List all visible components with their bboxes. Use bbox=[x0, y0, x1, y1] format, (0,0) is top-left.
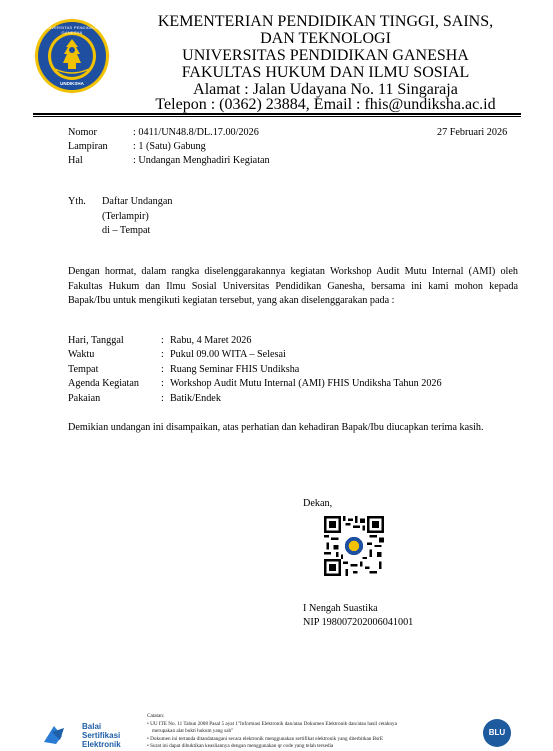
footer-note-2: • Dokumen ini tertanda ditandatangani secara elektronik menggunakan sertifikat elektronik yang diterbitkan BsrE bbox=[147, 736, 384, 742]
qr-code bbox=[324, 516, 384, 576]
bsre-label-3: Elektronik bbox=[82, 740, 121, 749]
recipient-line1: Daftar Undangan bbox=[102, 196, 173, 207]
header-rule-thin bbox=[33, 116, 521, 117]
detail-value-time: Pukul 09.00 WITA – Selesai bbox=[170, 349, 286, 360]
detail-colon: : bbox=[161, 349, 164, 360]
hal-label: Hal bbox=[68, 155, 83, 166]
lampiran-label: Lampiran bbox=[68, 141, 108, 152]
detail-colon: : bbox=[161, 378, 164, 389]
detail-value-place: Ruang Seminar FHIS Undiksha bbox=[170, 364, 300, 375]
intro-paragraph: Dengan hormat, dalam rangka diselenggarakannya kegiatan Workshop Audit Mutu Internal (AMI) oleh Fakultas Hukum dan Ilmu Sosial Universitas Pendidikan Ganesha, bersama ini kami mohon kepada Bapak/Ibu untuk mengikuti kegiatan tersebut, yang akan diselenggarakan pada : bbox=[68, 266, 518, 307]
detail-value-agenda: Workshop Audit Mutu Internal (AMI) FHIS Undiksha Tahun 2026 bbox=[170, 378, 442, 389]
detail-label-date: Hari, Tanggal bbox=[68, 335, 124, 346]
detail-label-place: Tempat bbox=[68, 364, 99, 375]
hal-value: : Undangan Menghadiri Kegiatan bbox=[133, 155, 270, 166]
signer-name: I Nengah Suastika bbox=[303, 603, 378, 614]
address-line: Alamat : Jalan Udayana No. 11 Singaraja bbox=[193, 81, 458, 98]
bsre-label-1: Balai bbox=[82, 722, 102, 731]
footer-catatan: Catatan: bbox=[147, 713, 165, 719]
detail-label-attire: Pakaian bbox=[68, 393, 101, 404]
bsre-logo-icon bbox=[42, 722, 68, 746]
detail-label-time: Waktu bbox=[68, 349, 95, 360]
detail-value-attire: Batik/Endek bbox=[170, 393, 221, 404]
bsre-label-2: Sertifikasi bbox=[82, 731, 121, 740]
blu-badge: BLU bbox=[483, 719, 511, 747]
footer-note-1-text: UU ITE No. 11 Tahun 2008 Pasal 5 ayat 1"Informasi Elektronik dan/atau Dokumen Elektronik dan/atau hasil cetaknya bbox=[150, 721, 397, 727]
footer-note-2-text: Dokumen ini tertanda ditandatangani secara elektronik menggunakan sertifikat elektronik yang diterbitkan BsrE bbox=[150, 736, 384, 742]
detail-colon: : bbox=[161, 335, 164, 346]
footer-note-1b: merupakan alat bukti hukum yang sah" bbox=[152, 728, 234, 734]
contact-line: Telepon : (0362) 23884, Email : fhis@undiksha.ac.id bbox=[155, 96, 496, 113]
ministry-line1: KEMENTERIAN PENDIDIKAN TINGGI, SAINS, bbox=[157, 13, 494, 30]
detail-value-date: Rabu, 4 Maret 2026 bbox=[170, 335, 252, 346]
detail-label-agenda: Agenda Kegiatan bbox=[68, 378, 139, 389]
signer-title: Dekan, bbox=[303, 498, 333, 509]
logo-motto: UNDIKSHA bbox=[60, 81, 84, 86]
detail-colon: : bbox=[161, 393, 164, 404]
faculty-name: FAKULTAS HUKUM DAN ILMU SOSIAL bbox=[181, 64, 470, 81]
header-rule-thick bbox=[33, 113, 521, 115]
ministry-line2: DAN TEKNOLOGI bbox=[260, 30, 391, 47]
footer-note-3: • Surat ini dapat dibuktikan keasliannya dengan menggunakan qr code yang telah tersedia bbox=[147, 743, 334, 749]
logo-ring-text: UNIVERSITAS PENDIDIKAN GANESHA bbox=[43, 25, 101, 35]
detail-colon: : bbox=[161, 364, 164, 375]
lampiran-value: : 1 (Satu) Gabung bbox=[133, 141, 206, 152]
university-logo bbox=[33, 17, 111, 95]
nomor-label: Nomor bbox=[68, 127, 97, 138]
qr-code-icon bbox=[324, 516, 384, 576]
footer-note-3-text: Surat ini dapat dibuktikan keasliannya dengan menggunakan qr code yang telah tersedia bbox=[150, 743, 334, 749]
recipient-line3: di – Tempat bbox=[102, 225, 151, 236]
yth-label: Yth. bbox=[68, 196, 86, 207]
nomor-value: : 0411/UN48.8/DL.17.00/2026 bbox=[133, 127, 259, 138]
letter-date: 27 Februari 2026 bbox=[437, 127, 508, 138]
footer-note-1: • UU ITE No. 11 Tahun 2008 Pasal 5 ayat 1"Informasi Elektronik dan/atau Dokumen Elektronik dan/atau hasil cetaknya bbox=[147, 721, 397, 727]
signer-nip: NIP 198007202006041001 bbox=[303, 617, 414, 628]
bsre-logo bbox=[42, 722, 68, 746]
recipient-line2: (Terlampir) bbox=[102, 211, 149, 222]
closing-paragraph: Demikian undangan ini disampaikan, atas perhatian dan kehadiran Bapak/Ibu diucapkan terima kasih. bbox=[68, 422, 484, 433]
university-name: UNIVERSITAS PENDIDIKAN GANESHA bbox=[182, 47, 469, 64]
